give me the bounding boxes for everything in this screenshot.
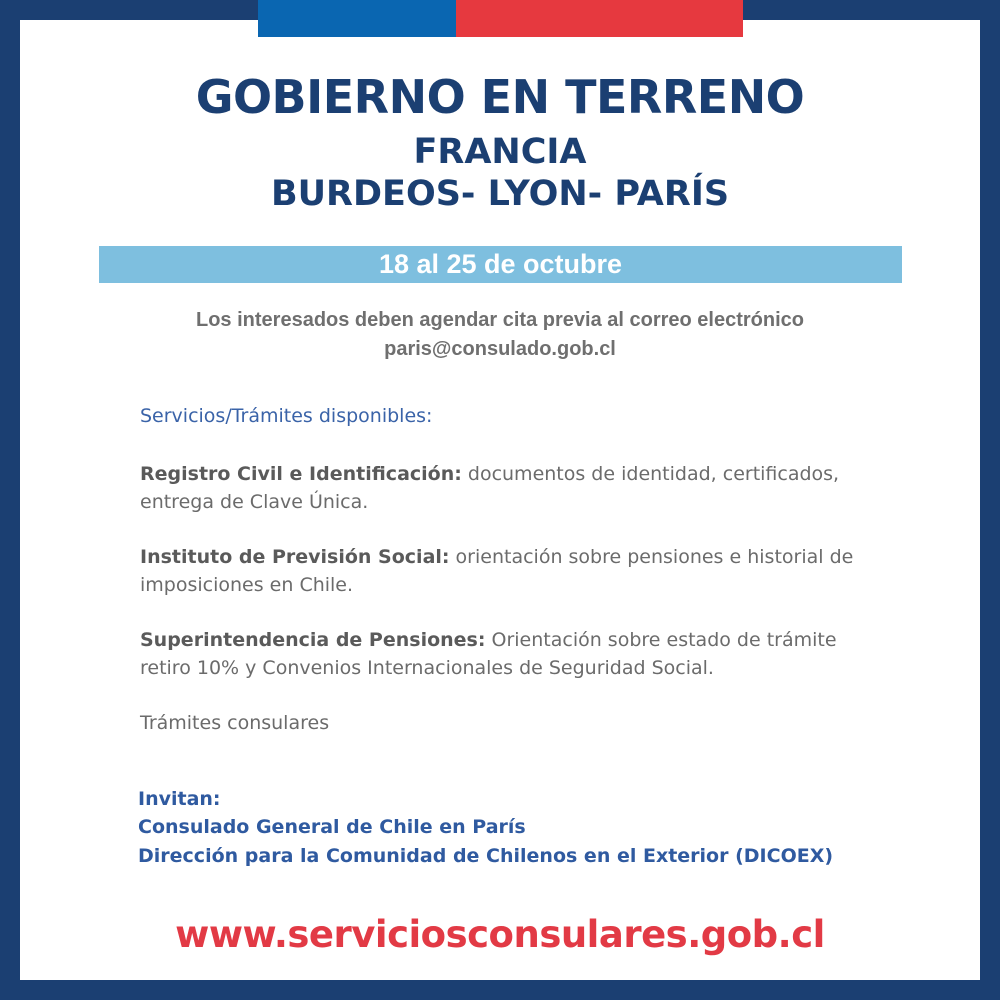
service-name: Superintendencia de Pensiones: <box>140 629 486 651</box>
service-name: Instituto de Previsión Social: <box>140 546 450 568</box>
service-description: documentos de identidad, certificados, <box>461 463 840 485</box>
services-heading: Servicios/Trámites disponibles: <box>140 405 433 427</box>
service-description: orientación sobre pensiones e historial de <box>449 546 854 568</box>
service-item-registro-civil <box>140 460 900 516</box>
contact-email: paris@consulado.gob.cl <box>384 338 616 360</box>
service-description-cont: entrega de Clave Única. <box>140 491 369 513</box>
invite-label: Invitan: <box>138 788 221 810</box>
cities-subtitle: BURDEOS- LYON- PARÍS <box>270 174 730 214</box>
intro-text: Los interesados deben agendar cita previa al correo electrónico <box>196 309 804 331</box>
website-link[interactable]: www.serviciosconsulares.gob.cl <box>175 913 825 956</box>
service-item-ips <box>140 543 900 599</box>
page-title: GOBIERNO EN TERRENO <box>195 70 805 124</box>
service-description-cont: retiro 10% y Convenios Internacionales de Seguridad Social. <box>140 657 714 679</box>
country-subtitle: FRANCIA <box>413 132 587 172</box>
date-banner: 18 al 25 de octubre <box>99 246 902 283</box>
service-item-superintendencia <box>140 626 900 682</box>
invite-org-consulado: Consulado General de Chile en París <box>138 816 526 838</box>
invite-org-dicoex: Dirección para la Comunidad de Chilenos en el Exterior (DICOEX) <box>138 845 834 867</box>
service-item-consulares: Trámites consulares <box>140 712 330 734</box>
service-description-cont: imposiciones en Chile. <box>140 574 354 596</box>
flag-red-stripe <box>456 0 743 37</box>
service-description: Orientación sobre estado de trámite <box>485 629 837 651</box>
service-name: Registro Civil e Identificación: <box>140 463 462 485</box>
flag-blue-stripe <box>258 0 456 37</box>
